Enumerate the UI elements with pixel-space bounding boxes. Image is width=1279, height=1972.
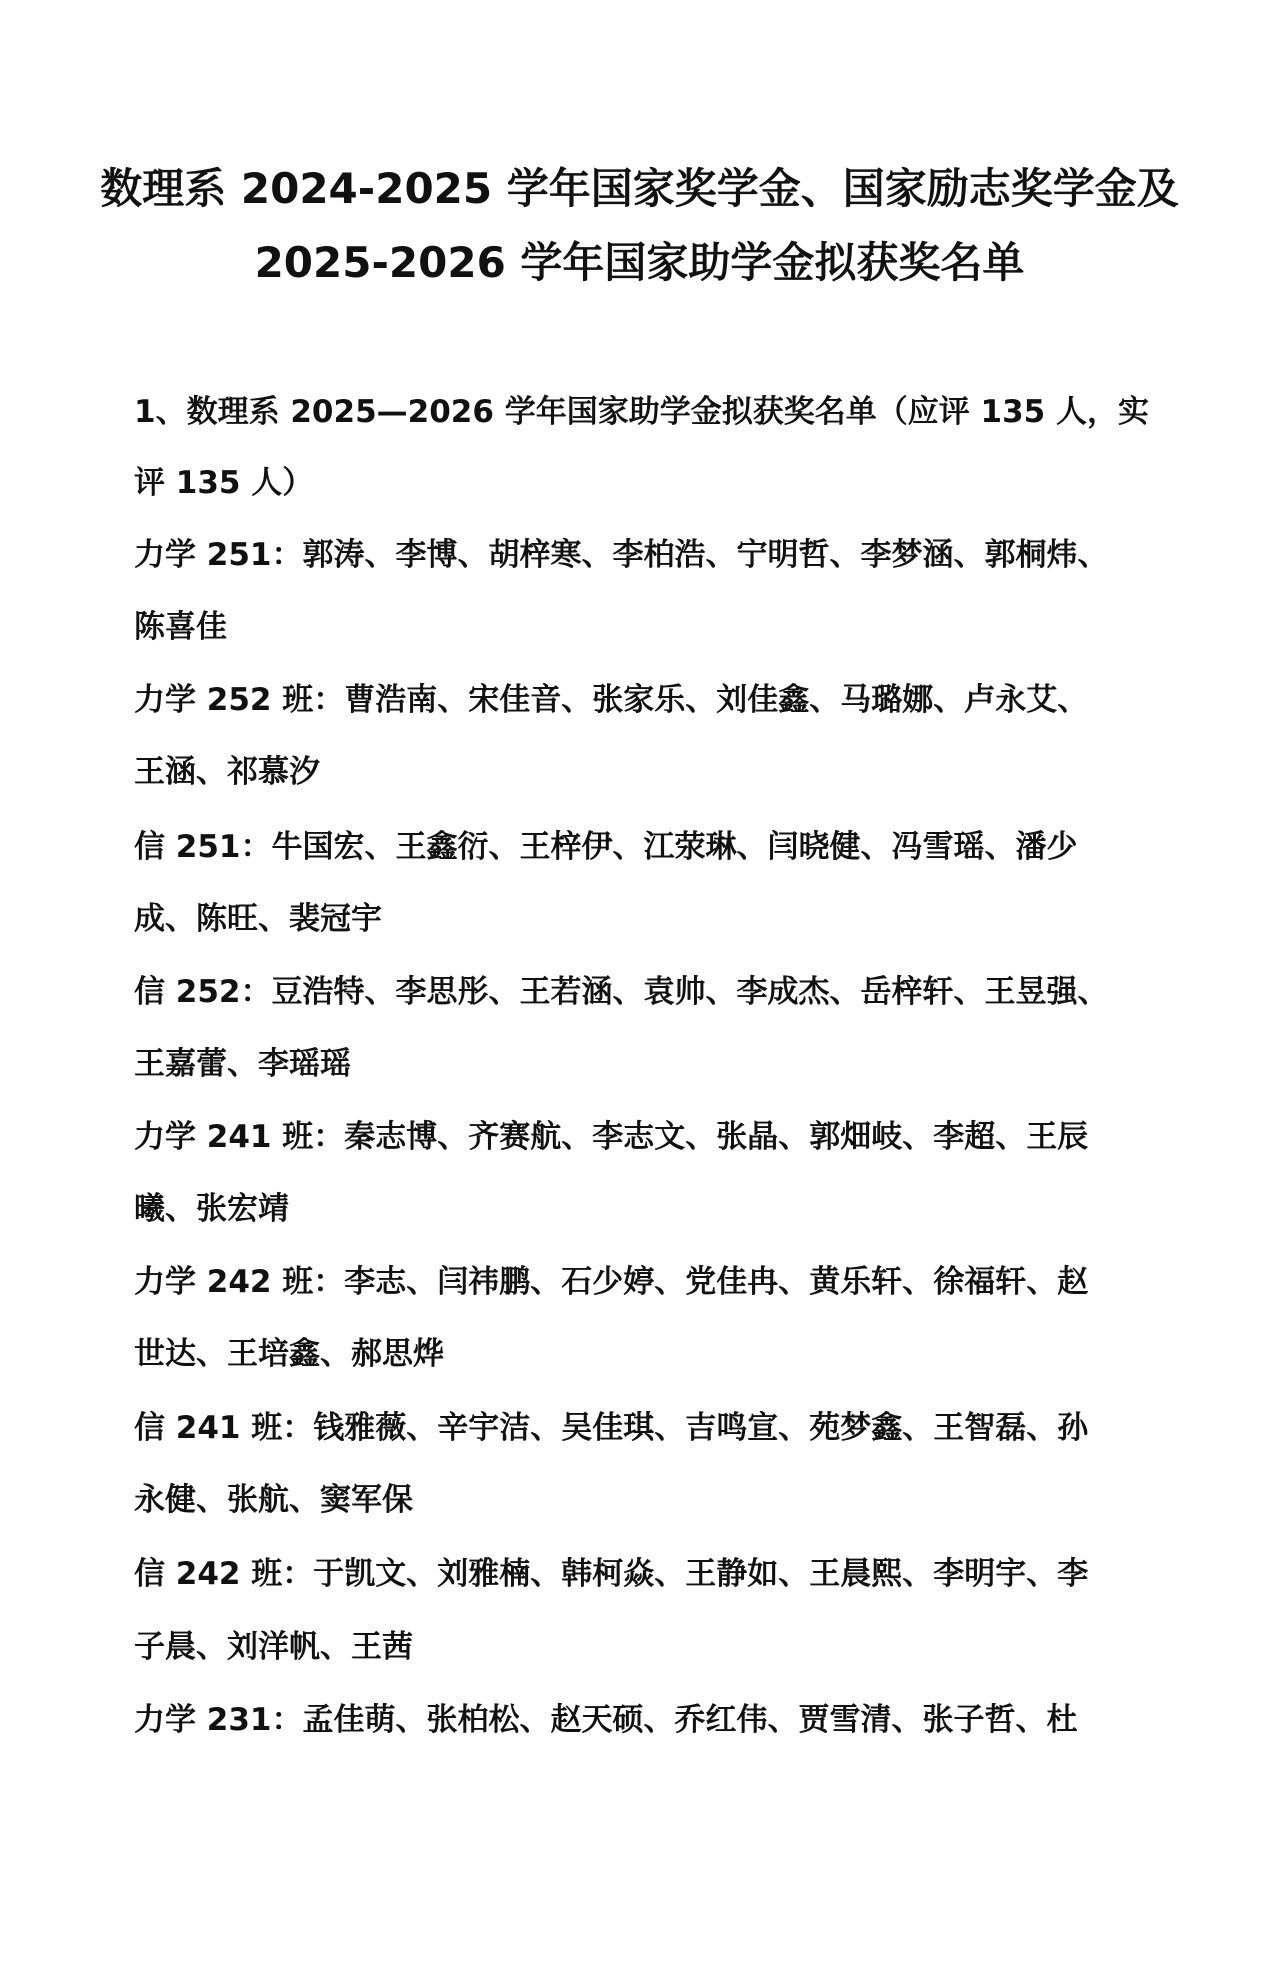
class-list-line: 王涵、祁慕汐 xyxy=(134,754,320,790)
class-list-line: 力学 252 班：曹浩南、宋佳音、张家乐、刘佳鑫、马璐娜、卢永艾、 xyxy=(134,682,1089,718)
class-list-line: 信 251：牛国宏、王鑫衍、王梓伊、江荥琳、闫晓健、冯雪瑶、潘少 xyxy=(134,829,1078,865)
class-list-line: 信 252：豆浩特、李思彤、王若涵、袁帅、李成杰、岳梓轩、王昱强、 xyxy=(134,974,1109,1010)
class-list-line: 力学 242 班：李志、闫祎鹏、石少婷、党佳冉、黄乐轩、徐福轩、赵 xyxy=(134,1264,1089,1300)
class-list-line: 世达、王培鑫、郝思烨 xyxy=(134,1336,444,1372)
class-list-line: 曦、张宏靖 xyxy=(134,1191,289,1227)
class-list-line: 陈喜佳 xyxy=(134,609,227,645)
section-heading-line-2: 评 135 人） xyxy=(134,465,314,501)
class-list-line: 信 241 班：钱雅薇、辛宇洁、吴佳琪、吉鸣宣、苑梦鑫、王智磊、孙 xyxy=(134,1410,1089,1446)
class-list-line: 王嘉蕾、李瑶瑶 xyxy=(134,1046,351,1082)
class-list-line: 永健、张航、窦军保 xyxy=(134,1482,413,1518)
class-list-line: 力学 251：郭涛、李博、胡梓寒、李柏浩、宁明哲、李梦涵、郭桐炜、 xyxy=(134,537,1109,573)
document-title-line-2: 2025-2026 学年国家助学金拟获奖名单 xyxy=(254,238,1025,287)
class-list-line: 力学 241 班：秦志博、齐赛航、李志文、张晶、郭畑岐、李超、王辰 xyxy=(134,1119,1089,1155)
class-list-line: 信 242 班：于凯文、刘雅楠、韩柯焱、王静如、王晨熙、李明宇、李 xyxy=(134,1556,1089,1592)
class-list-line: 力学 231：孟佳萌、张柏松、赵天硕、乔红伟、贾雪清、张子哲、杜 xyxy=(134,1702,1078,1738)
section-heading-line-1: 1、数理系 2025—2026 学年国家助学金拟获奖名单（应评 135 人，实 xyxy=(134,394,1150,430)
document-title-line-1: 数理系 2024-2025 学年国家奖学金、国家励志奖学金及 xyxy=(100,164,1179,213)
class-list-line: 子晨、刘洋帆、王茜 xyxy=(134,1629,413,1665)
class-list-line: 成、陈旺、裴冠宇 xyxy=(134,901,382,937)
